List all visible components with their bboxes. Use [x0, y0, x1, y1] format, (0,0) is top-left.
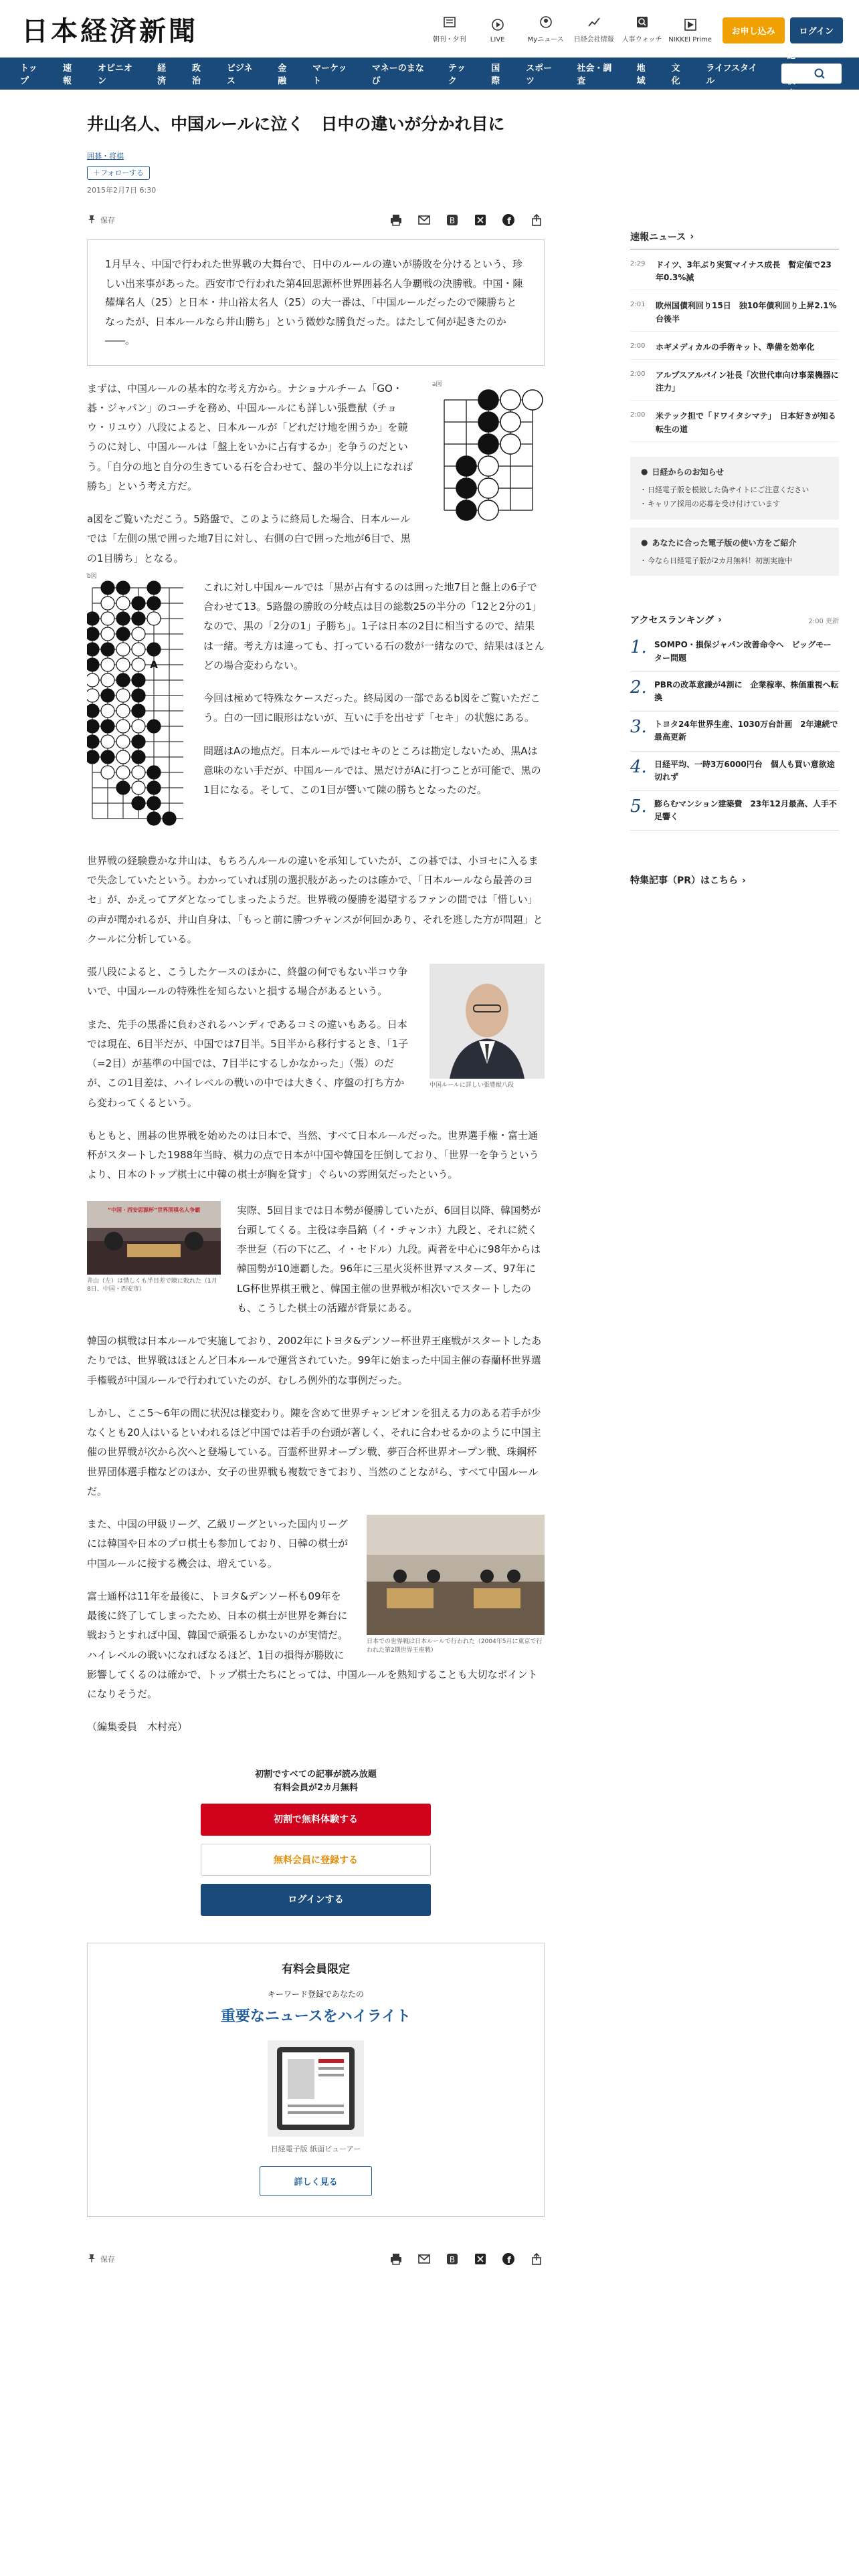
byline: （編集委員 木村亮）: [87, 1721, 188, 1733]
pr-link[interactable]: [630, 873, 839, 887]
search-icon: [635, 15, 650, 29]
nav-item[interactable]: 政治: [191, 64, 201, 86]
ranking-item[interactable]: [630, 791, 839, 831]
header-icon-mynews[interactable]: [522, 15, 570, 43]
info-icon: ●: [641, 538, 648, 548]
header-icon-paper[interactable]: [425, 15, 474, 43]
rank-headline: PBRの改革意識が4割に 企業稼率、株価重視へ転換: [654, 679, 839, 703]
login-button[interactable]: ログイン: [790, 17, 843, 43]
ranking-item[interactable]: [630, 632, 839, 671]
share-icon[interactable]: [529, 212, 545, 228]
rank-headline: 日経平均、一時3万6000円台 個人も買い意欲途切れず: [654, 759, 835, 782]
nav-item[interactable]: スポーツ: [526, 64, 553, 86]
header-icon-company[interactable]: [570, 15, 618, 43]
svg-text:f: f: [507, 217, 511, 227]
header-icon-label: NIKKEI Prime: [668, 35, 712, 43]
hatena-icon[interactable]: [444, 212, 460, 228]
paragraph: 実際、5回目までは日本勢が優勝していたが、6回目以降、韓国勢が台頭してくる。主役は李昌鎬（イ・チャンホ）九段と、それに続く李世乭（石の下に乙、イ・セドル）九段。両者を中心に98年からは韓国勢が10連覇した。96年に三星火災杯世界マスターズ、97年にLG杯世界棋王戦と、韓国主催の世界戦が相次いでスタートしたのも、こうした棋士の活躍が背景にある。: [237, 1204, 541, 1314]
save-button[interactable]: [87, 2254, 115, 2265]
article-date: 2015年2月7日 6:30: [87, 186, 157, 195]
member-box-highlight: 重要なニュースをハイライト: [220, 2008, 411, 2026]
member-box-title: 有料会員限定: [282, 1963, 350, 1977]
header-icon-label: LIVE: [490, 35, 505, 43]
hall-photo: [367, 1515, 545, 1635]
match-photo: [87, 1201, 221, 1275]
nav-item[interactable]: 地域: [636, 64, 646, 86]
figure-a: [432, 379, 545, 524]
ranking-item[interactable]: [630, 672, 839, 712]
news-headline: ドイツ、3年ぶり実質マイナス成長 暫定値で23年0.3%減: [656, 260, 832, 283]
breaking-item[interactable]: [630, 360, 839, 401]
header-icon-label: 日経会社情報: [573, 35, 614, 43]
breaking-item[interactable]: [630, 290, 839, 331]
mail-icon[interactable]: [416, 2251, 432, 2267]
paragraph: まずは、中国ルールの基本的な考え方から。ナショナルチーム「GO・碁・ジャパン」のコーチを務め、中国ルールにも詳しい張豊猷（チョウ・リユウ）八段によると、日本ルールが「どれだけ地を囲うか」を競うのに対し、中国ルールは「盤上をいかに占有するか」を争うのだという。「自分の地と自分の生きている石を合わせて、盤の半分以上になれば勝ち」という考え方だ。: [87, 382, 413, 492]
header-icon-prime[interactable]: [666, 17, 714, 43]
news-headline: アルプスアルパイン社長「次世代車向け事業機器に注力」: [656, 370, 839, 393]
user-icon: [539, 15, 553, 29]
article-lead: 1月早々、中国で行われた世界戦の大舞台で、日中のルールの違いが勝敗を分けるという、珍しい出来事があった。西安市で行われた第4回思源杯世界囲碁名人争覇戦の決勝戦。中国・陳耀燁名人（25）と日本・井山裕太名人（25）の大一番は、「中国ルールだったので陳勝ちとなったが、日本ルールなら井山勝ち」という微妙な勝負だった。はたして何が起きたのか――。: [87, 239, 545, 366]
paragraph: a図をご覧いただこう。5路盤で、このように終局した場合、日本ルールでは「左側の黒で囲った地7目に対し、右側の白で囲った地が6目で、黒の1目勝ち」となる。: [87, 513, 411, 564]
breaking-title-text: 速報ニュース: [630, 232, 686, 243]
promo-box: [630, 528, 839, 576]
paragraph: 今回は極めて特殊なケースだった。終局図の一部であるb図をご覧いただこう。白の一団に眼形はないが、互いに手を出せず「セキ」の状態にある。: [203, 692, 541, 724]
site-header: [0, 0, 859, 58]
photo-banner-text: “中国・西安思源杯”世界围棋名人争霸: [107, 1206, 201, 1213]
share-toolbar-bottom: [87, 2248, 545, 2270]
subscribe-button[interactable]: お申し込み: [723, 17, 785, 43]
prime-icon: [683, 17, 698, 32]
save-label: 保存: [100, 2255, 115, 2264]
more-button[interactable]: 詳しく見る: [260, 2166, 371, 2196]
header-icon-label: 朝刊・夕刊: [432, 35, 466, 43]
subscribe-cta: [87, 1768, 545, 1917]
figure-b-label: b図: [87, 572, 97, 580]
x-icon[interactable]: [472, 2251, 488, 2267]
news-time: 2:00: [630, 411, 646, 419]
breaking-item[interactable]: [630, 249, 839, 290]
nav-item[interactable]: トップ: [20, 64, 37, 86]
nav-item[interactable]: 金融: [278, 64, 287, 86]
chevron-right-icon: ›: [742, 875, 746, 887]
rank-number: 3.: [630, 717, 647, 738]
news-time: 2:00: [630, 370, 646, 378]
ranking-updated: 2:00 更新: [808, 617, 839, 625]
site-logo[interactable]: 日本経済新聞: [21, 15, 198, 47]
breaking-item[interactable]: [630, 401, 839, 441]
chart-icon: [587, 15, 601, 29]
pin-icon: [87, 2254, 96, 2265]
member-promo-box: [87, 1943, 545, 2217]
category-link[interactable]: 囲碁・将棋: [87, 152, 124, 160]
save-label: 保存: [100, 216, 115, 225]
viewer-label: 日経電子版 紙面ビューアー: [270, 2145, 361, 2154]
header-icons: [425, 15, 843, 43]
photo-figure-2: [87, 1201, 221, 1294]
paragraph: しかし、ここ5～6年の間に状況は様変わり。陳を含めて世界チャンピオンを狙える力のある若手が少なくとも20人はいるといわれるほど中国では若手の台頭が著しく、それに合わせるかのように中国主催の世界戦が次から次へと登場している。百霊杯世界オープン戦、夢百合杯世界オープン戦、珠鋼杯世界団体選手権などのほか、女子の世界戦も複数できており、当然のことながら、すべて中国ルールだ。: [87, 1406, 541, 1497]
header-icon-label: 人事ウォッチ: [622, 35, 662, 43]
share-icon[interactable]: [529, 2251, 545, 2267]
save-button[interactable]: [87, 215, 115, 226]
breaking-news-title[interactable]: [630, 230, 839, 249]
live-icon: [490, 17, 505, 32]
nav-item[interactable]: 国際: [491, 64, 500, 86]
trial-button[interactable]: 初割で無料体験する: [201, 1804, 431, 1836]
header-icon-live[interactable]: [474, 17, 522, 43]
pr-title: 特集記事（PR）はこちら: [630, 875, 739, 887]
ranking-header[interactable]: [630, 613, 839, 632]
article-title: 井山名人、中国ルールに泣く 日中の違いが分かれ目に: [87, 114, 505, 134]
rank-headline: SOMPO・損保ジャパン改善命令へ ビッグモーター問題: [654, 640, 832, 663]
facebook-icon[interactable]: [500, 2251, 516, 2267]
ranking-item[interactable]: [630, 752, 839, 791]
svg-text:B: B: [449, 2255, 456, 2265]
photo-caption: 日本での世界戦は日本ルールで行われた（2004年5月に東京で行われた第2期世界王座戦）: [367, 1638, 543, 1654]
paragraph: 世界戦の経験豊かな井山は、もちろんルールの違いを承知していたが、この碁では、小ヨセに入るまで失念していたという。わかっていれば別の選択肢があったのは確かで、「日本ルールなら最善のヨセ」が、かえってアダとなってしまったようだ。世界戦の優勝を渇望するファンの間では「惜しい」の声が聞かれるが、井山自身は、「もっと前に勝つチャンスが何回かあり、それを逃した方が問題」とクールに分析している。: [87, 854, 543, 945]
photo-caption: 中国ルールに詳しい張豊猷八段: [430, 1082, 514, 1089]
print-icon[interactable]: [388, 212, 404, 228]
news-time: 2:01: [630, 301, 646, 309]
x-icon[interactable]: [472, 212, 488, 228]
search-input[interactable]: [781, 51, 842, 99]
nav-item[interactable]: 速報: [62, 64, 72, 86]
rank-number: 2.: [630, 677, 647, 697]
register-button[interactable]: 無料会員に登録する: [201, 1844, 431, 1876]
rank-headline: トヨタ24年世界生産、1030万台計画 2年連続で最高更新: [654, 720, 838, 742]
share-toolbar: [87, 209, 545, 231]
breaking-item[interactable]: [630, 332, 839, 360]
main-nav: [0, 51, 859, 99]
nav-item[interactable]: テック: [448, 64, 466, 86]
person-photo: [430, 964, 545, 1079]
paragraph: 韓国の棋戦は日本ルールで実施しており、2002年にトヨタ&デンソー杯世界王座戦がスタートしたあたりでは、世界戦はほとんど日本ルールで運営されていた。99年に始まった中国主催の春蘭杯世界選手権戦が中国ルールで行われていたのが、むしろ例外的な事例だった。: [87, 1335, 542, 1386]
news-headline: 米テック担で「ドワイタシマテ」 日本好きが知る転生の道: [656, 411, 836, 434]
promo-title: あなたに合った電子版の使い方をご紹介: [652, 538, 797, 548]
promo-item[interactable]: ・ 今なら日経電子版が2カ月無料！初割実施中: [641, 555, 828, 567]
cta-login-button[interactable]: ログインする: [201, 1884, 431, 1916]
ranking-item[interactable]: [630, 712, 839, 751]
nav-item[interactable]: 経済: [157, 64, 167, 86]
follow-label: フォローする: [100, 169, 144, 177]
nav-item[interactable]: 社会・調査: [577, 64, 612, 86]
search-icon[interactable]: [814, 64, 826, 84]
news-headline: 欧州国債利回り15日 独10年債利回り上昇2.1%台後半: [656, 301, 837, 324]
paragraph: もともと、囲碁の世界戦を始めたのは日本で、当然、すべて日本ルールだった。世界選手権・富士通杯がスタートした1988年当時、棋力の点で日本が中国や韓国を圧倒しており、「世界一を争うというより、日本のトップ棋士に中韓の棋士が胸を貸す」ぐらいの雰囲気だったという。: [87, 1129, 539, 1181]
cta-line2: 有料会員が2カ月無料: [273, 1783, 359, 1794]
paragraph: 問題はAの地点だ。日本ルールではセキのところは勘定しないため、黒Aは意味のない手だが、中国ルールでは、黒だけがAに打つことが可能で、黒の1目になる。そして、この1目が響いて陳の勝ちとなったのだ。: [203, 744, 541, 796]
search-placeholder: 記事検索: [787, 51, 796, 99]
notice-item[interactable]: ・ 日経電子版を模倣した偽サイトにご注意ください: [641, 484, 828, 496]
sidebar: [630, 112, 839, 2270]
svg-text:B: B: [449, 216, 456, 225]
hatena-icon[interactable]: [444, 2251, 460, 2267]
header-icon-jinji[interactable]: [618, 15, 666, 43]
paragraph: 張八段によると、こうしたケースのほかに、終盤の何でもない半コウ争いで、中国ルールの特殊性を知らないと損する場合があるという。: [87, 966, 408, 998]
photo-figure-3: [367, 1515, 545, 1654]
rank-headline: 膨らむマンション建築費 23年12月最高、人手不足響く: [654, 798, 837, 822]
newspaper-icon: [442, 15, 457, 29]
notice-title: 日経からのお知らせ: [652, 467, 725, 477]
nav-item[interactable]: ライフスタイル: [706, 64, 757, 86]
point-a-label: A: [150, 658, 158, 671]
viewer-illustration: [268, 2040, 364, 2137]
go-board-b: [87, 580, 187, 829]
follow-button[interactable]: ＋フォローする: [87, 166, 150, 180]
info-icon: ●: [641, 467, 648, 477]
news-headline: ホギメディカルの手術キット、準備を効率化: [656, 342, 815, 352]
member-box-sub: キーワード登録であなたの: [267, 1990, 364, 2000]
chevron-right-icon: ›: [718, 615, 722, 626]
cta-line1: 初割ですべての記事が読み放題: [255, 1769, 377, 1780]
notice-box: [630, 457, 839, 520]
nav-item[interactable]: 文化: [671, 64, 680, 86]
nav-item[interactable]: マネーのまなび: [371, 64, 424, 86]
print-icon[interactable]: [388, 2251, 404, 2267]
news-time: 2:29: [630, 260, 646, 267]
article-main: [87, 112, 545, 2270]
paragraph: また、先手の黒番に負わされるハンディであるコミの違いもある。日本では現在、6目半だが、中国では7目半。5目半から移行するとき、「1子（=2目）が基準の中国では、7目半にするしかなかった」（張）のだが、この1目差は、ハイレベルの戦いの中では大きく、序盤の打ち方から変わってくるという。: [87, 1018, 409, 1109]
paragraph: また、中国の甲級リーグ、乙級リーグといった国内リーグには韓国や日本のプロ棋士も参加しており、日韓の棋士が中国ルールに接する機会は、増えている。: [87, 1518, 349, 1570]
figure-a-label: a図: [432, 381, 442, 388]
paragraph: 富士通杯は11年を最後に、トヨタ&デンソー杯も09年を最後に終了してしまったため、日本の棋士が世界を舞台に戦おうとすれば中国、韓国で頑張るしかないのが実情だ。ハイレベルの戦いになればなるほど、1目の損得が勝敗に影響してくるのは確かで、トップ棋士たちにとっては、中国ルールを熟知することも大切なポイントになりそうだ。: [87, 1590, 538, 1700]
header-icon-label: Myニュース: [527, 35, 564, 43]
svg-text:f: f: [507, 2256, 511, 2266]
figure-b: [87, 571, 187, 831]
go-board-a: [432, 388, 545, 522]
nav-item[interactable]: マーケット: [312, 64, 347, 86]
news-time: 2:00: [630, 342, 646, 350]
nav-item[interactable]: オピニオン: [97, 64, 132, 86]
chevron-right-icon: ›: [690, 231, 694, 242]
photo-figure-1: [430, 964, 545, 1090]
access-ranking: [630, 613, 839, 831]
rank-number: 1.: [630, 637, 647, 658]
notice-item[interactable]: ・ キャリア採用の応募を受け付けています: [641, 498, 828, 510]
paragraph: これに対し中国ルールでは「黒が占有するのは囲った地7目と盤上の6子で合わせて13。5路盤の勝敗の分岐点は目の総数25の半分の「12と2分の1」なので、黒の「2分の1」子勝ち」。1子は日本の2目に相当するので、結果は一緒。考え方は違っても、打っている石の数が一緒なので、結果はほとんどの場合変わらない。: [203, 580, 545, 671]
ranking-title: アクセスランキング: [630, 615, 714, 627]
pin-icon: [87, 215, 96, 226]
rank-number: 4.: [630, 756, 647, 777]
facebook-icon[interactable]: [500, 212, 516, 228]
nav-item[interactable]: ビジネス: [226, 64, 253, 86]
rank-number: 5.: [630, 796, 647, 817]
mail-icon[interactable]: [416, 212, 432, 228]
photo-caption: 井山（左）は惜しくも半目差で陳に敗れた（1月8日、中国・西安市）: [87, 1277, 217, 1293]
